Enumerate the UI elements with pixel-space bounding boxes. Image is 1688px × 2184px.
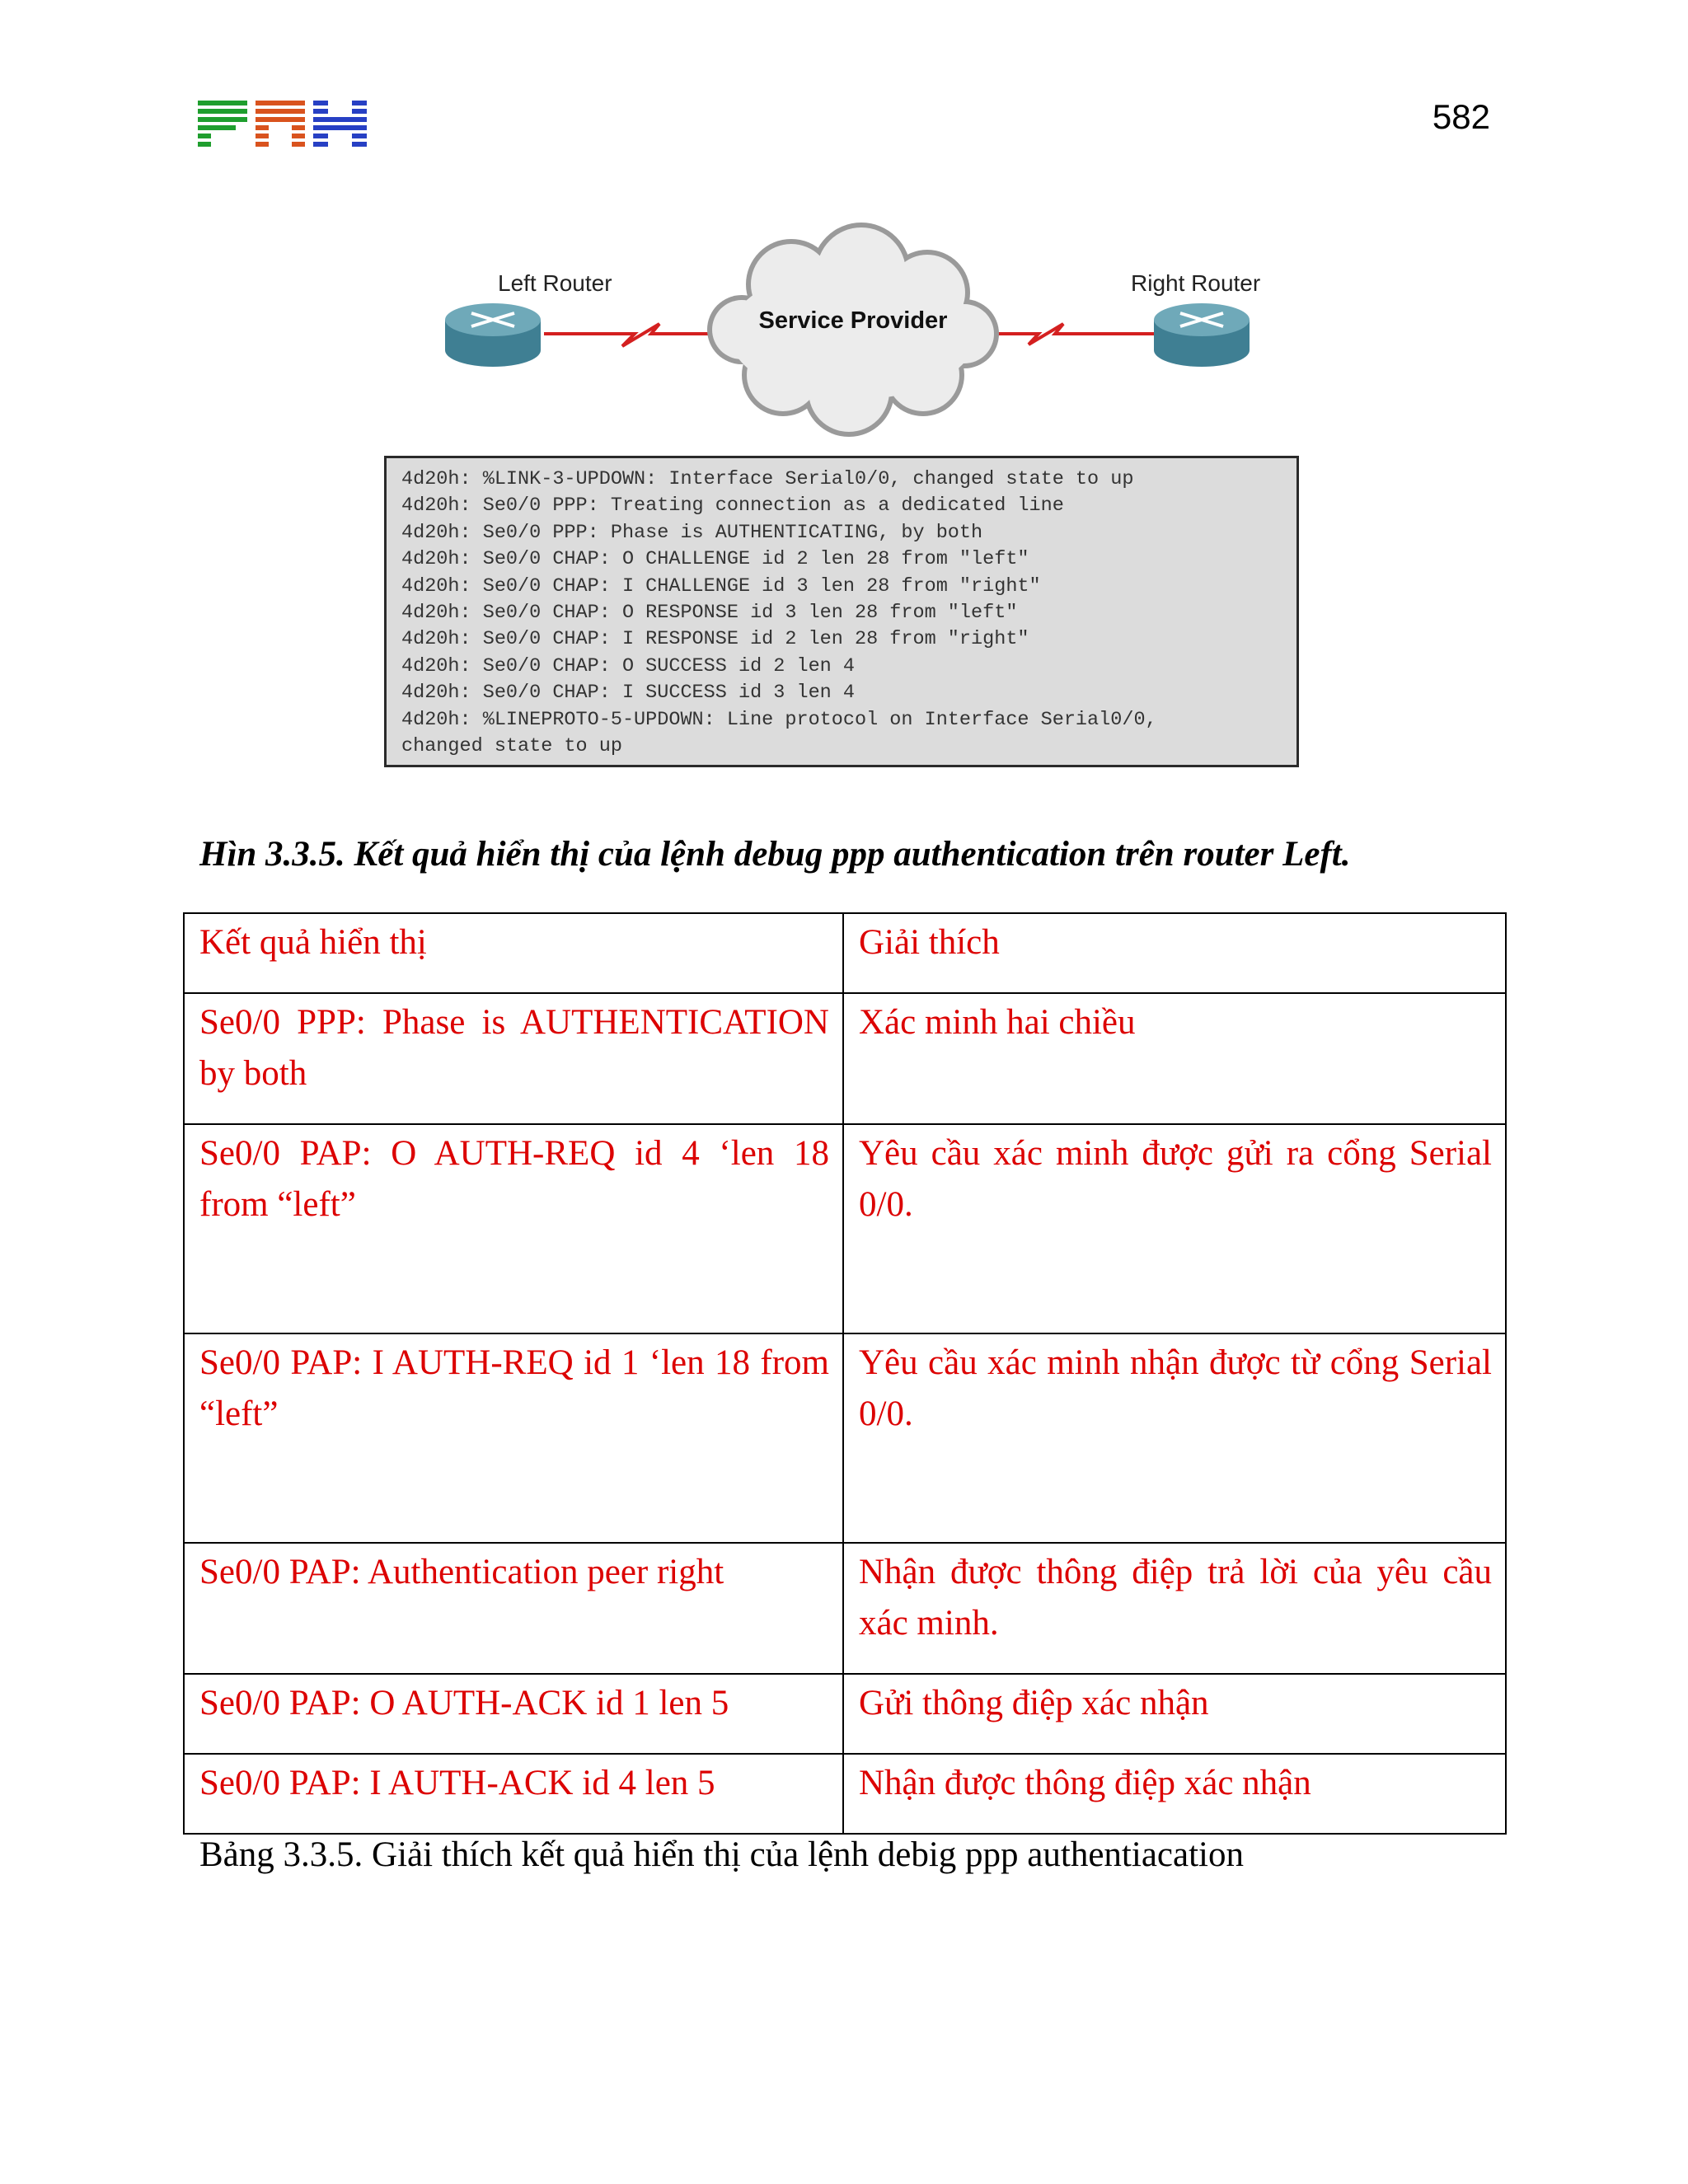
left-serial-link-icon bbox=[544, 324, 725, 346]
figure-caption: Hìn 3.3.5. Kết quả hiển thị của lệnh debug ppp authentication trên router Left. bbox=[199, 835, 1351, 874]
table-row bbox=[184, 1333, 1506, 1543]
table-row bbox=[184, 1124, 1506, 1333]
table-cell-explanation: Xác minh hai chiều bbox=[843, 993, 1506, 1124]
explanation-table bbox=[183, 912, 1507, 1835]
pnh-logo bbox=[198, 101, 367, 148]
table-row bbox=[184, 1543, 1506, 1674]
console-line: 4d20h: Se0/0 CHAP: I SUCCESS id 3 len 4 bbox=[401, 682, 855, 705]
table-cell-output: Se0/0 PPP: Phase is AUTHENTICATION by both bbox=[184, 993, 843, 1124]
console-line: 4d20h: Se0/0 PPP: Phase is AUTHENTICATING, by both bbox=[401, 521, 983, 544]
left-router-label: Left Router bbox=[498, 270, 612, 296]
right-router-icon bbox=[1154, 303, 1250, 367]
table-cell-explanation: Nhận được thông điệp trả lời của yêu cầu xác minh. bbox=[843, 1543, 1506, 1674]
console-line: 4d20h: Se0/0 CHAP: I RESPONSE id 2 len 28 from "right" bbox=[401, 628, 1029, 651]
debug-console-output bbox=[384, 456, 1299, 767]
table-cell-output: Se0/0 PAP: I AUTH-REQ id 1 ‘len 18 from “left” bbox=[184, 1333, 843, 1543]
table-row bbox=[184, 993, 1506, 1124]
right-serial-link-icon bbox=[973, 324, 1154, 344]
table-cell-output: Se0/0 PAP: I AUTH-ACK id 4 len 5 bbox=[184, 1754, 843, 1834]
console-line: 4d20h: Se0/0 CHAP: O RESPONSE id 3 len 28 from "left" bbox=[401, 601, 1018, 624]
console-line: 4d20h: Se0/0 CHAP: O SUCCESS id 2 len 4 bbox=[401, 654, 855, 677]
console-line: 4d20h: %LINEPROTO-5-UPDOWN: Line protocol on Interface Serial0/0, bbox=[401, 708, 1157, 731]
table-header-row bbox=[184, 913, 1506, 993]
table-cell-output: Se0/0 PAP: O AUTH-ACK id 1 len 5 bbox=[184, 1674, 843, 1754]
console-line: changed state to up bbox=[401, 734, 622, 757]
table-cell-explanation: Nhận được thông điệp xác nhận bbox=[843, 1754, 1506, 1834]
header-cell-output: Kết quả hiển thị bbox=[184, 913, 843, 993]
logo-letter-h bbox=[313, 101, 367, 147]
logo-letter-p bbox=[198, 101, 247, 147]
table-caption: Bảng 3.3.5. Giải thích kết quả hiển thị của lệnh debig ppp authentiacation bbox=[199, 1835, 1244, 1874]
table-cell-explanation: Gửi thông điệp xác nhận bbox=[843, 1674, 1506, 1754]
logo-letter-n bbox=[256, 101, 305, 147]
table-row bbox=[184, 1674, 1506, 1754]
table-cell-output: Se0/0 PAP: Authentication peer right bbox=[184, 1543, 843, 1674]
header-cell-explanation: Giải thích bbox=[843, 913, 1506, 993]
console-line: 4d20h: Se0/0 PPP: Treating connection as a dedicated line bbox=[401, 494, 1064, 518]
console-line: 4d20h: Se0/0 CHAP: O CHALLENGE id 2 len 28 from "left" bbox=[401, 548, 1029, 571]
table-cell-explanation: Yêu cầu xác minh được gửi ra cổng Serial 0/0. bbox=[843, 1124, 1506, 1333]
page-number: 582 bbox=[1432, 97, 1490, 136]
left-router-icon bbox=[445, 303, 541, 367]
right-router-label: Right Router bbox=[1131, 270, 1261, 296]
network-diagram bbox=[412, 214, 1319, 445]
table-cell-explanation: Yêu cầu xác minh nhận được từ cổng Serial 0/0. bbox=[843, 1333, 1506, 1543]
cloud-label: Service Provider bbox=[758, 307, 948, 334]
table-row bbox=[184, 1754, 1506, 1834]
console-line: 4d20h: %LINK-3-UPDOWN: Interface Serial0/0, changed state to up bbox=[401, 468, 1134, 490]
console-line: 4d20h: Se0/0 CHAP: I CHALLENGE id 3 len 28 from "right" bbox=[401, 574, 1041, 598]
table-cell-output: Se0/0 PAP: O AUTH-REQ id 4 ‘len 18 from “left” bbox=[184, 1124, 843, 1333]
